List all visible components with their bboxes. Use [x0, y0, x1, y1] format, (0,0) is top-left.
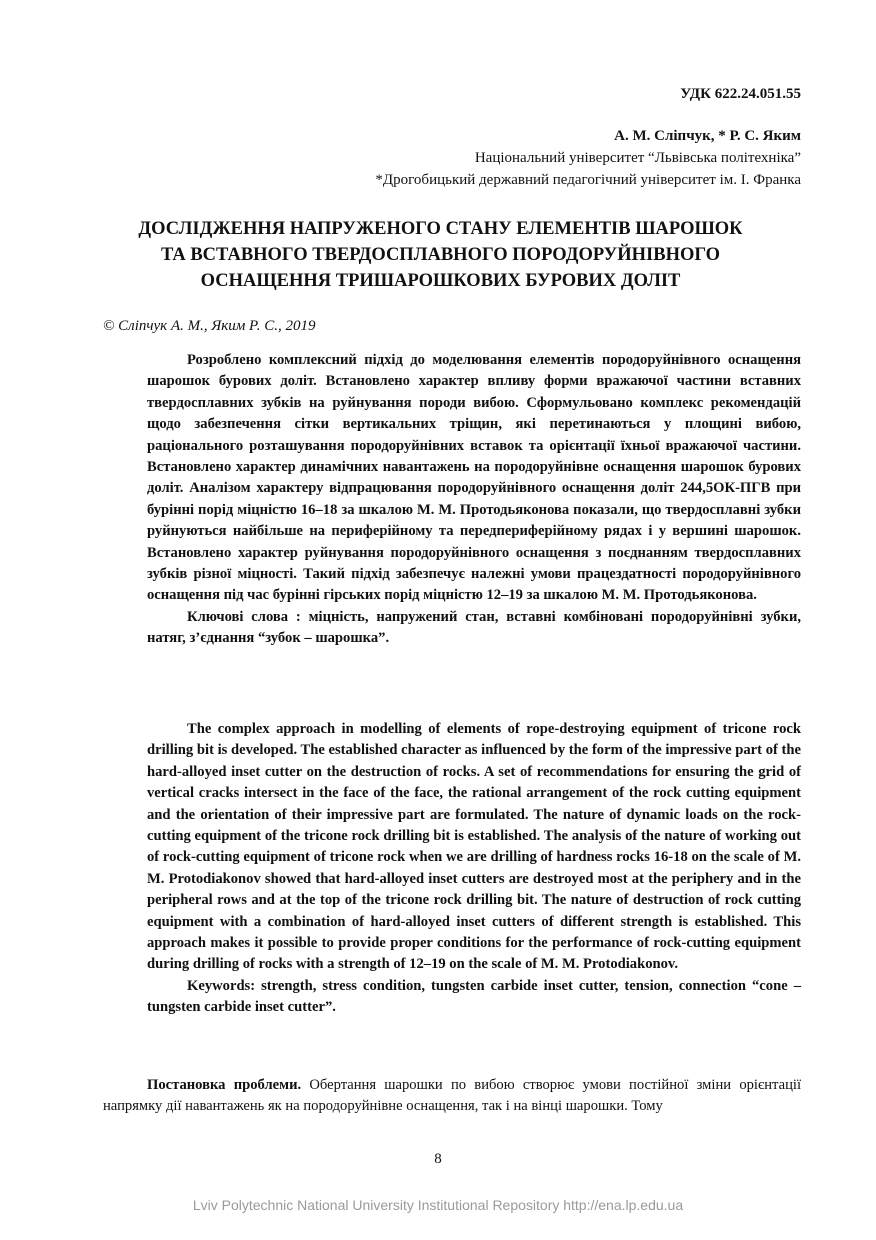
copyright-line: © Сліпчук А. М., Яким Р. С., 2019 — [103, 318, 316, 334]
title-line-2: ТА ВСТАВНОГО ТВЕРДОСПЛАВНОГО ПОРОДОРУЙНІВНОГО — [160, 245, 721, 265]
repository-footer: Lviv Polytechnic National University Institutional Repository http://ena.lp.edu.ua — [192, 1197, 684, 1213]
abstract-english — [147, 719, 801, 1019]
problem-text: Обертання шарошки по вибою створює умови постійної зміни орієнтації напрямку дії навантажень як на породоруйнівне оснащення, так і на вінці шарошки. Тому — [103, 1077, 801, 1115]
problem-paragraph — [103, 1075, 801, 1118]
page-number: 8 — [434, 1151, 442, 1167]
keywords-ua: Ключові слова : міцність, напружений стан, вставні комбіновані породоруйнівні зубки, натяг, з’єднання “зубок – шарошка”. — [147, 608, 801, 647]
author-block — [375, 125, 801, 191]
author-names: А. М. Сліпчук, * Р. С. Яким — [614, 128, 801, 144]
paper-title — [80, 216, 801, 294]
abstract-ukrainian — [147, 350, 801, 650]
title-line-3: ОСНАЩЕННЯ ТРИШАРОШКОВИХ БУРОВИХ ДОЛІТ — [200, 271, 681, 291]
problem-heading: Постановка проблеми. — [147, 1077, 302, 1093]
abstract-ua-text: Розроблено комплексний підхід до моделювання елементів породоруйнівного оснащення шарошок бурових доліт. Встановлено характер впливу форми вражаючої частини вставних твердосплавних зубків на руйнування породи вибою. Сформульовано комплекс рекомендацій щодо забезпечення сітки вертикальних тріщин, які перетинаються у площині вибою, раціонального розташування породоруйнівних вставок та орієнтації їхньої вражаючої частини. Встановлено характер динамічних навантажень на породоруйнівне оснащення шарошок бурових доліт. Аналізом характеру відпрацювання породоруйнівного оснащення доліт 244,5ОК-ПГВ при бурінні порід міцністю 16–18 за шкалою М. М. Протодьяконова показали, що твердосплавні зубки руйнуються найбільше на периферійному та передпериферійному рядах і у вершині шарошок. Встановлено характер руйнування породоруйнівного оснащення з поєднанням твердосплавних зубків різної міцності. Такий підхід забезпечує належні умови працездатності породоруйнівного оснащення під час бурінні гірських порід міцністю 12–19 за шкалою М. М. Протодьяконова. — [147, 352, 801, 604]
affiliation-1: Національний університет “Львівська політехніка” — [474, 150, 801, 166]
affiliation-2: *Дрогобицький державний педагогічний університет ім. І. Франка — [375, 172, 801, 188]
keywords-en: Keywords: strength, stress condition, tungsten carbide inset cutter, tension, connection “cone – tungsten carbide inset cutter”. — [147, 977, 801, 1016]
abstract-en-text: The complex approach in modelling of elements of rope-destroying equipment of tricone rock drilling bit is developed. The established character as influenced by the form of the impressive part of the hard-alloyed inset cutter on the destruction of rocks. A set of recommendations for ensuring the grid of vertical cracks intersect in the face of the face, the rational arrangement of the rock cutting equipment and the orientation of their impressive part are formulated. The nature of dynamic loads on the rock-cutting equipment of the tricone rock drilling bit is established. The analysis of the nature of working out of rock-cutting equipment of tricone rock when we are drilling of hardness rocks 16-18 on the scale of M. M. Protodiakonov showed that hard-alloyed inset cutters are destroyed most at the periphery and in the peripheral rows and at the top of the tricone rock drilling bit. The nature of destruction of rock cutting equipment with a combination of hard-alloyed inset cutters of different strength is established. This approach makes it possible to provide proper conditions for the performance of rock-cutting equipment during drilling of rocks with a strength of 12–19 on the scale of M. M. Protodiakonov. — [147, 721, 801, 973]
problem-statement — [103, 1075, 801, 1118]
title-line-1: ДОСЛІДЖЕННЯ НАПРУЖЕНОГО СТАНУ ЕЛЕМЕНТІВ ШАРОШОК — [138, 219, 743, 239]
udc-code: УДК 622.24.051.55 — [680, 86, 801, 102]
